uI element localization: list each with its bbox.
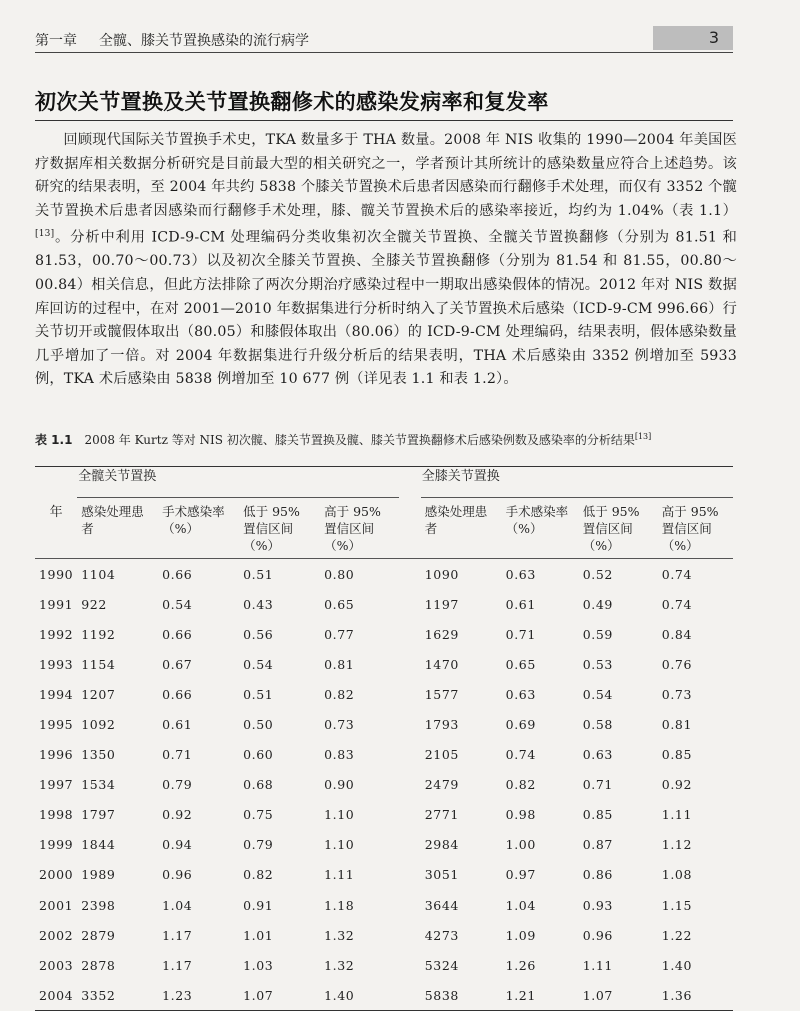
value-cell: 1.03	[243, 957, 274, 973]
value-cell: 0.82	[324, 686, 355, 702]
value-cell: 0.98	[505, 807, 536, 823]
table-row	[35, 709, 733, 739]
value-cell: 0.74	[661, 596, 692, 612]
value-cell: 0.43	[243, 596, 274, 612]
year-cell: 1994	[39, 686, 74, 702]
year-cell: 2000	[39, 867, 74, 883]
value-cell: 1.09	[505, 927, 536, 943]
value-cell: 0.69	[505, 717, 536, 733]
value-cell: 1207	[81, 686, 116, 702]
value-cell: 0.77	[324, 626, 355, 642]
value-cell: 1793	[424, 717, 459, 733]
value-cell: 2984	[424, 837, 459, 853]
year-cell: 1990	[39, 566, 74, 582]
year-cell: 2004	[39, 987, 74, 1003]
value-cell: 1090	[424, 566, 459, 582]
year-cell: 1998	[39, 807, 74, 823]
value-cell: 1.10	[324, 837, 355, 853]
chapter-title: 全髋、膝关节置换感染的流行病学	[99, 33, 309, 49]
value-cell: 0.71	[162, 747, 193, 763]
table-caption-ref: [13]	[634, 432, 652, 441]
value-cell: 0.52	[582, 566, 613, 582]
table-row	[35, 950, 733, 980]
value-cell: 1104	[81, 566, 116, 582]
value-cell: 0.58	[582, 717, 613, 733]
year-cell: 1993	[39, 656, 74, 672]
section-title: 初次关节置换及关节置换翻修术的感染发病率和复发率	[35, 90, 549, 114]
value-cell: 1.17	[162, 927, 193, 943]
value-cell: 1.08	[661, 867, 692, 883]
value-cell: 0.85	[582, 807, 613, 823]
value-cell: 0.66	[162, 626, 193, 642]
value-cell: 0.97	[505, 867, 536, 883]
value-cell: 2878	[81, 957, 116, 973]
value-cell: 0.90	[324, 777, 355, 793]
value-cell: 0.51	[243, 686, 274, 702]
column-header: 低于 95% 置信区间（%）	[243, 504, 300, 553]
value-cell: 2479	[424, 777, 459, 793]
value-cell: 1.07	[582, 987, 613, 1003]
value-cell: 0.82	[505, 777, 536, 793]
paragraph-part-1: 回顾现代国际关节置换手术史，TKA 数量多于 THA 数量。2008 年 NIS 收集的 1990—2004 年美国医疗数据库相关数据分析研究是目前最大型的相关研究之一，学者预计其所统计的感染数量应符合上述趋势。该研究的结果表明，至 2004 年共约 5838 个膝关节置换术后患者因感染而行翻修手术处理，而仅有 3352 个髋关节置换术后患者因感染而行翻修手术处理，膝、髋关节置换术后的感染率接近，均约为 1.04%（表 1.1）	[35, 132, 737, 219]
value-cell: 2771	[424, 807, 459, 823]
year-cell: 1992	[39, 626, 74, 642]
value-cell: 1197	[424, 596, 459, 612]
value-cell: 0.65	[324, 596, 355, 612]
value-cell: 0.91	[243, 897, 274, 913]
value-cell: 1.40	[661, 957, 692, 973]
table-row	[35, 830, 733, 860]
chapter-label: 第一章	[35, 33, 77, 49]
year-cell: 2001	[39, 897, 74, 913]
section-divider	[35, 120, 733, 121]
value-cell: 0.66	[162, 686, 193, 702]
year-cell: 1999	[39, 837, 74, 853]
value-cell: 1.17	[162, 957, 193, 973]
table-row	[35, 980, 733, 1011]
value-cell: 1.22	[661, 927, 692, 943]
value-cell: 3644	[424, 897, 459, 913]
table-group-header	[35, 467, 733, 498]
citation-ref: [13]	[35, 229, 55, 240]
value-cell: 1092	[81, 717, 116, 733]
value-cell: 1.32	[324, 927, 355, 943]
value-cell: 1470	[424, 656, 459, 672]
value-cell: 0.54	[582, 686, 613, 702]
value-cell: 5324	[424, 957, 459, 973]
hip-group-header: 全髋关节置换	[77, 467, 399, 498]
year-column-header: 年	[49, 505, 63, 520]
value-cell: 1.00	[505, 837, 536, 853]
value-cell: 0.83	[324, 747, 355, 763]
value-cell: 1.10	[324, 807, 355, 823]
value-cell: 1192	[81, 626, 116, 642]
table-column-header	[35, 498, 733, 559]
year-cell: 2002	[39, 927, 74, 943]
value-cell: 1.23	[162, 987, 193, 1003]
running-header	[35, 26, 733, 53]
table-row	[35, 920, 733, 950]
chapter-heading	[35, 30, 309, 50]
page-number: 3	[653, 26, 733, 50]
value-cell: 0.50	[243, 717, 274, 733]
value-cell: 1350	[81, 747, 116, 763]
value-cell: 0.73	[661, 686, 692, 702]
value-cell: 0.79	[162, 777, 193, 793]
value-cell: 2879	[81, 927, 116, 943]
value-cell: 0.96	[582, 927, 613, 943]
value-cell: 0.92	[162, 807, 193, 823]
value-cell: 0.92	[661, 777, 692, 793]
value-cell: 0.75	[243, 807, 274, 823]
table-label: 表 1.1	[35, 433, 73, 447]
value-cell: 1.11	[324, 867, 355, 883]
value-cell: 0.86	[582, 867, 613, 883]
value-cell: 0.63	[505, 566, 536, 582]
column-header: 高于 95% 置信区间（%）	[661, 504, 719, 553]
table-row	[35, 860, 733, 890]
table-row	[35, 619, 733, 649]
value-cell: 0.74	[661, 566, 692, 582]
value-cell: 0.60	[243, 747, 274, 763]
value-cell: 0.66	[162, 566, 193, 582]
value-cell: 1577	[424, 686, 459, 702]
value-cell: 0.53	[582, 656, 613, 672]
year-cell: 1996	[39, 747, 74, 763]
table-row	[35, 740, 733, 770]
year-cell: 1997	[39, 777, 74, 793]
body-paragraph	[35, 129, 737, 392]
value-cell: 1989	[81, 867, 116, 883]
column-header: 手术感染率（%）	[505, 504, 569, 536]
value-cell: 3352	[81, 987, 116, 1003]
value-cell: 1.12	[661, 837, 692, 853]
value-cell: 1.32	[324, 957, 355, 973]
value-cell: 0.79	[243, 837, 274, 853]
value-cell: 1.21	[505, 987, 536, 1003]
value-cell: 1.15	[661, 897, 692, 913]
value-cell: 1.07	[243, 987, 274, 1003]
value-cell: 0.94	[162, 837, 193, 853]
value-cell: 0.87	[582, 837, 613, 853]
value-cell: 5838	[424, 987, 459, 1003]
year-cell: 2003	[39, 957, 74, 973]
value-cell: 922	[81, 596, 107, 612]
value-cell: 1.40	[324, 987, 355, 1003]
value-cell: 1.04	[162, 897, 193, 913]
value-cell: 1.11	[582, 957, 613, 973]
value-cell: 0.56	[243, 626, 274, 642]
value-cell: 1.04	[505, 897, 536, 913]
table-row	[35, 589, 733, 619]
value-cell: 0.51	[243, 566, 274, 582]
value-cell: 0.76	[661, 656, 692, 672]
value-cell: 4273	[424, 927, 459, 943]
value-cell: 0.81	[661, 717, 692, 733]
column-header: 手术感染率（%）	[162, 504, 225, 536]
value-cell: 0.96	[162, 867, 193, 883]
paragraph-part-2: 。分析中利用 ICD-9-CM 处理编码分类收集初次全髋关节置换、全髋关节置换翻修（分别为 81.51 和 81.53，00.70～00.73）以及初次全膝关节置换、全膝关节置换翻修（分别为 81.54 和 81.55，00.80～00.84）相关信息，但此方法排除了两次分期治疗感染过程中一期取出感染假体的情况。2012 年对 NIS 数据库回访的过程中，在对 2001—2010 年数据集进行分析时纳入了关节置换术后感染（ICD-9-CM 996.66）行关节切开或髋假体取出（80.05）和膝假体取出（80.06）的 ICD-9-CM 处理编码，结果表明，假体感染数量几乎增加了一倍。对 2004 年数据集进行升级分析后的结果表明，THA 术后感染由 3352 例增加至 5933 例，TKA 术后感染由 5838 例增加至 10 677 例（详见表 1.1 和表 1.2）。	[35, 229, 737, 388]
value-cell: 0.63	[505, 686, 536, 702]
value-cell: 0.74	[505, 747, 536, 763]
column-header: 感染处理患者	[81, 504, 144, 536]
value-cell: 0.71	[582, 777, 613, 793]
table-caption-text: 2008 年 Kurtz 等对 NIS 初次髋、膝关节置换及髋、膝关节置换翻修术后感染例数及感染率的分析结果	[84, 433, 635, 447]
table-row	[35, 800, 733, 830]
value-cell: 0.65	[505, 656, 536, 672]
table-row	[35, 649, 733, 679]
value-cell: 0.61	[505, 596, 536, 612]
value-cell: 0.54	[162, 596, 193, 612]
value-cell: 0.54	[243, 656, 274, 672]
value-cell: 1.11	[661, 807, 692, 823]
table-body	[35, 559, 733, 1011]
value-cell: 0.49	[582, 596, 613, 612]
value-cell: 1.01	[243, 927, 274, 943]
value-cell: 2398	[81, 897, 116, 913]
knee-group-header: 全膝关节置换	[421, 467, 733, 498]
column-header: 感染处理患者	[424, 504, 488, 536]
year-cell: 1995	[39, 717, 74, 733]
value-cell: 3051	[424, 867, 459, 883]
value-cell: 0.73	[324, 717, 355, 733]
table-row	[35, 679, 733, 709]
value-cell: 0.59	[582, 626, 613, 642]
value-cell: 0.85	[661, 747, 692, 763]
value-cell: 1.26	[505, 957, 536, 973]
column-header: 高于 95% 置信区间（%）	[324, 504, 381, 553]
value-cell: 0.71	[505, 626, 536, 642]
table-row	[35, 559, 733, 590]
year-cell: 1991	[39, 596, 74, 612]
value-cell: 0.67	[162, 656, 193, 672]
value-cell: 1534	[81, 777, 116, 793]
value-cell: 0.81	[324, 656, 355, 672]
value-cell: 0.84	[661, 626, 692, 642]
value-cell: 1629	[424, 626, 459, 642]
value-cell: 1.18	[324, 897, 355, 913]
value-cell: 0.93	[582, 897, 613, 913]
value-cell: 0.80	[324, 566, 355, 582]
value-cell: 1844	[81, 837, 116, 853]
table-caption	[35, 427, 737, 450]
table-row	[35, 890, 733, 920]
value-cell: 0.63	[582, 747, 613, 763]
value-cell: 2105	[424, 747, 459, 763]
value-cell: 1.36	[661, 987, 692, 1003]
value-cell: 1154	[81, 656, 116, 672]
value-cell: 0.68	[243, 777, 274, 793]
infection-rate-table	[35, 466, 733, 1011]
value-cell: 0.82	[243, 867, 274, 883]
value-cell: 1797	[81, 807, 116, 823]
table-row	[35, 770, 733, 800]
column-header: 低于 95% 置信区间（%）	[582, 504, 640, 553]
value-cell: 0.61	[162, 717, 193, 733]
